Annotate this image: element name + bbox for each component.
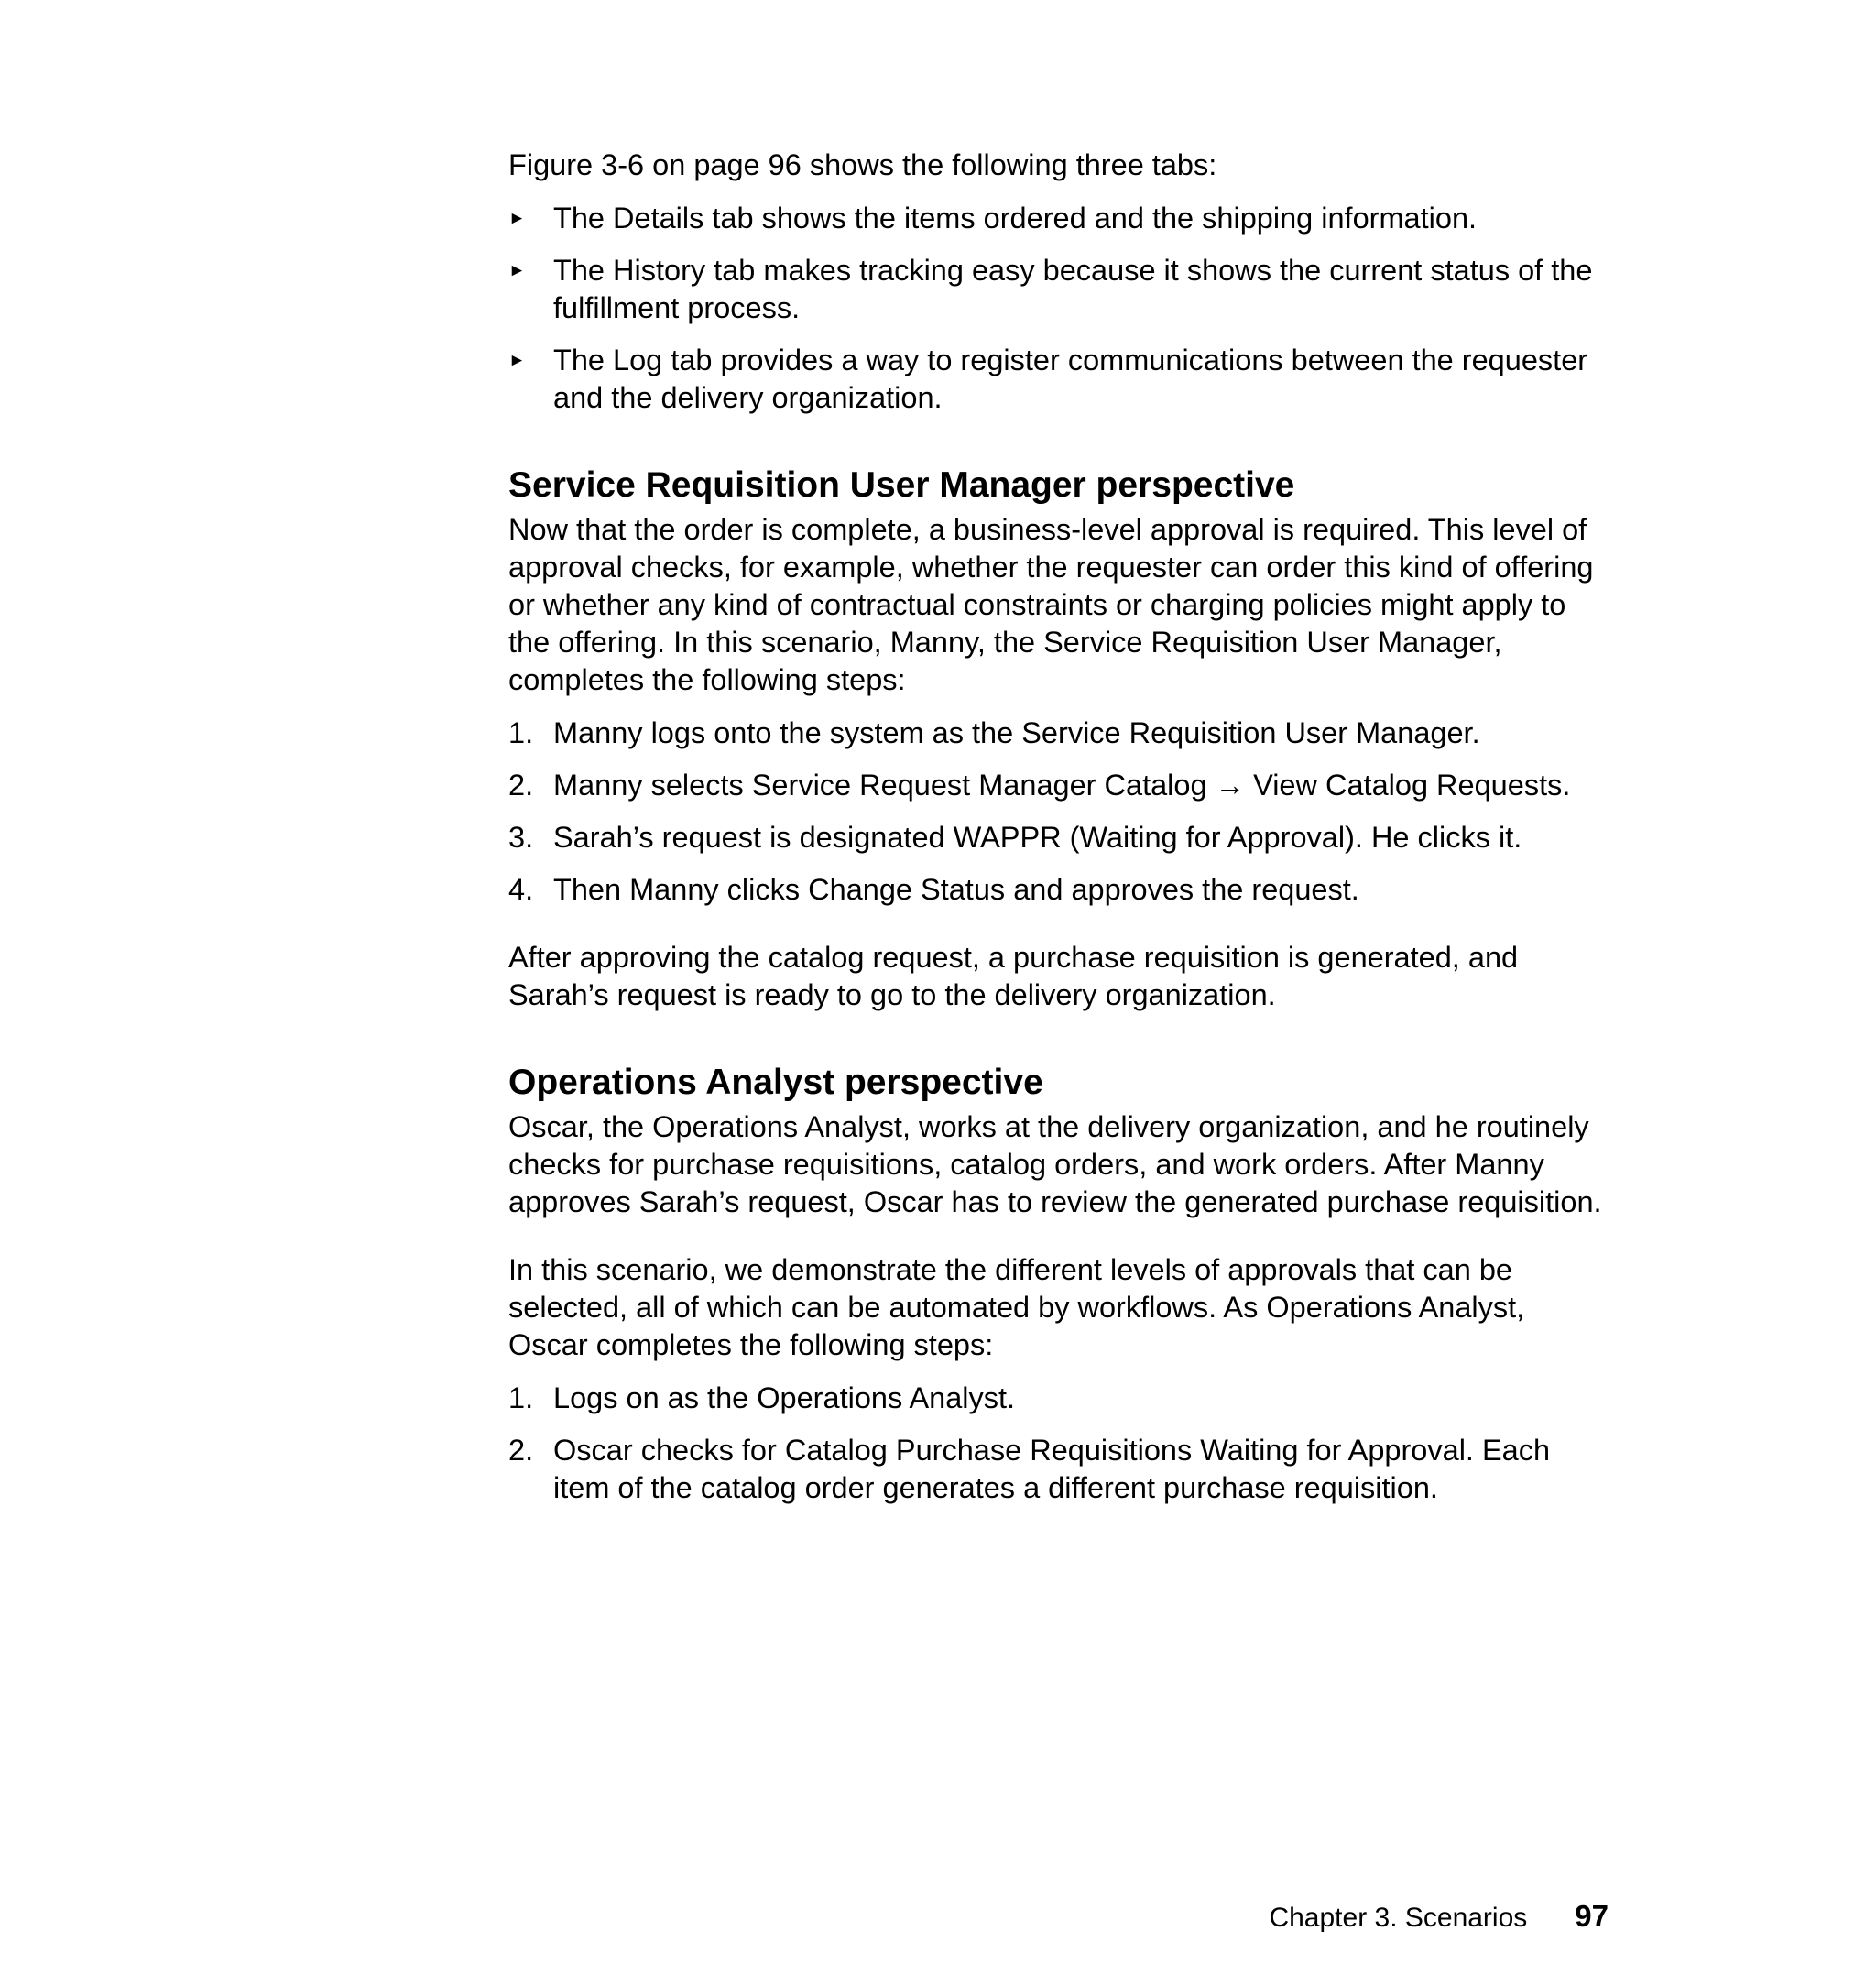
section-paragraph: Now that the order is complete, a business-level approval is required. This level of approval checks, for example, whether the requester can order this kind of offering or whether any kind of contractual constraints or charging policies might apply to the offering. In this scenario, Manny, the Service Requisition User Manager, completes the following steps: xyxy=(508,513,1594,696)
page-footer xyxy=(1264,1899,1609,1939)
step-number: 4. xyxy=(508,873,534,906)
list-item-text: The History tab makes tracking easy because it shows the current status of the fulfillment process. xyxy=(553,254,1593,324)
step-text: Manny selects Service Request Manager Catalog → View Catalog Requests. xyxy=(553,769,1571,802)
triangle-bullet-icon: ► xyxy=(508,209,526,228)
page-content xyxy=(508,147,1608,1507)
step-number: 1. xyxy=(508,716,534,749)
section-heading: Service Requisition User Manager perspective xyxy=(508,465,1295,505)
list-item xyxy=(508,767,1608,804)
intro-paragraph: Figure 3-6 on page 96 shows the following three tabs: xyxy=(508,148,1217,181)
tabs-bullet-list xyxy=(508,200,1608,417)
step-text: Logs on as the Operations Analyst. xyxy=(553,1381,1016,1414)
list-item-text: The Log tab provides a way to register communications between the requester and the delivery organization. xyxy=(553,344,1588,414)
triangle-bullet-icon: ► xyxy=(508,351,526,370)
list-item xyxy=(508,200,1608,237)
step-text: Then Manny clicks Change Status and approves the request. xyxy=(553,873,1359,906)
step-text: Oscar checks for Catalog Purchase Requisitions Waiting for Approval. Each item of the catalog order generates a different purchase requisition. xyxy=(553,1434,1551,1504)
list-item xyxy=(508,1380,1608,1417)
chapter-label: Chapter 3. Scenarios xyxy=(1269,1903,1528,1933)
section-heading: Operations Analyst perspective xyxy=(508,1063,1043,1102)
list-item xyxy=(508,715,1608,752)
step-number: 3. xyxy=(508,821,534,854)
section-paragraph: In this scenario, we demonstrate the different levels of approvals that can be selected, all of which can be automated by workflows. As Operations Analyst, Oscar completes the following steps: xyxy=(508,1253,1525,1361)
list-item-text: The Details tab shows the items ordered and the shipping information. xyxy=(553,202,1478,235)
step-text: Manny logs onto the system as the Service Requisition User Manager. xyxy=(553,716,1480,749)
triangle-bullet-icon: ► xyxy=(508,261,526,280)
numbered-step-list xyxy=(508,715,1608,909)
step-text: Sarah’s request is designated WAPPR (Waiting for Approval). He clicks it. xyxy=(553,821,1522,854)
step-number: 2. xyxy=(508,1434,534,1467)
list-item xyxy=(508,819,1608,857)
list-item xyxy=(508,1432,1608,1507)
step-number: 1. xyxy=(508,1381,534,1414)
list-item xyxy=(508,871,1608,909)
list-item xyxy=(508,342,1608,417)
step-number: 2. xyxy=(508,769,534,802)
list-item xyxy=(508,252,1608,327)
numbered-step-list xyxy=(508,1380,1608,1507)
page-number: 97 xyxy=(1575,1899,1609,1933)
closing-paragraph: After approving the catalog request, a purchase requisition is generated, and Sarah’s request is ready to go to the delivery organization. xyxy=(508,941,1519,1011)
section-paragraph: Oscar, the Operations Analyst, works at the delivery organization, and he routinely checks for purchase requisitions, catalog orders, and work orders. After Manny approves Sarah’s request, Oscar has to review the generated purchase requisition. xyxy=(508,1110,1602,1218)
